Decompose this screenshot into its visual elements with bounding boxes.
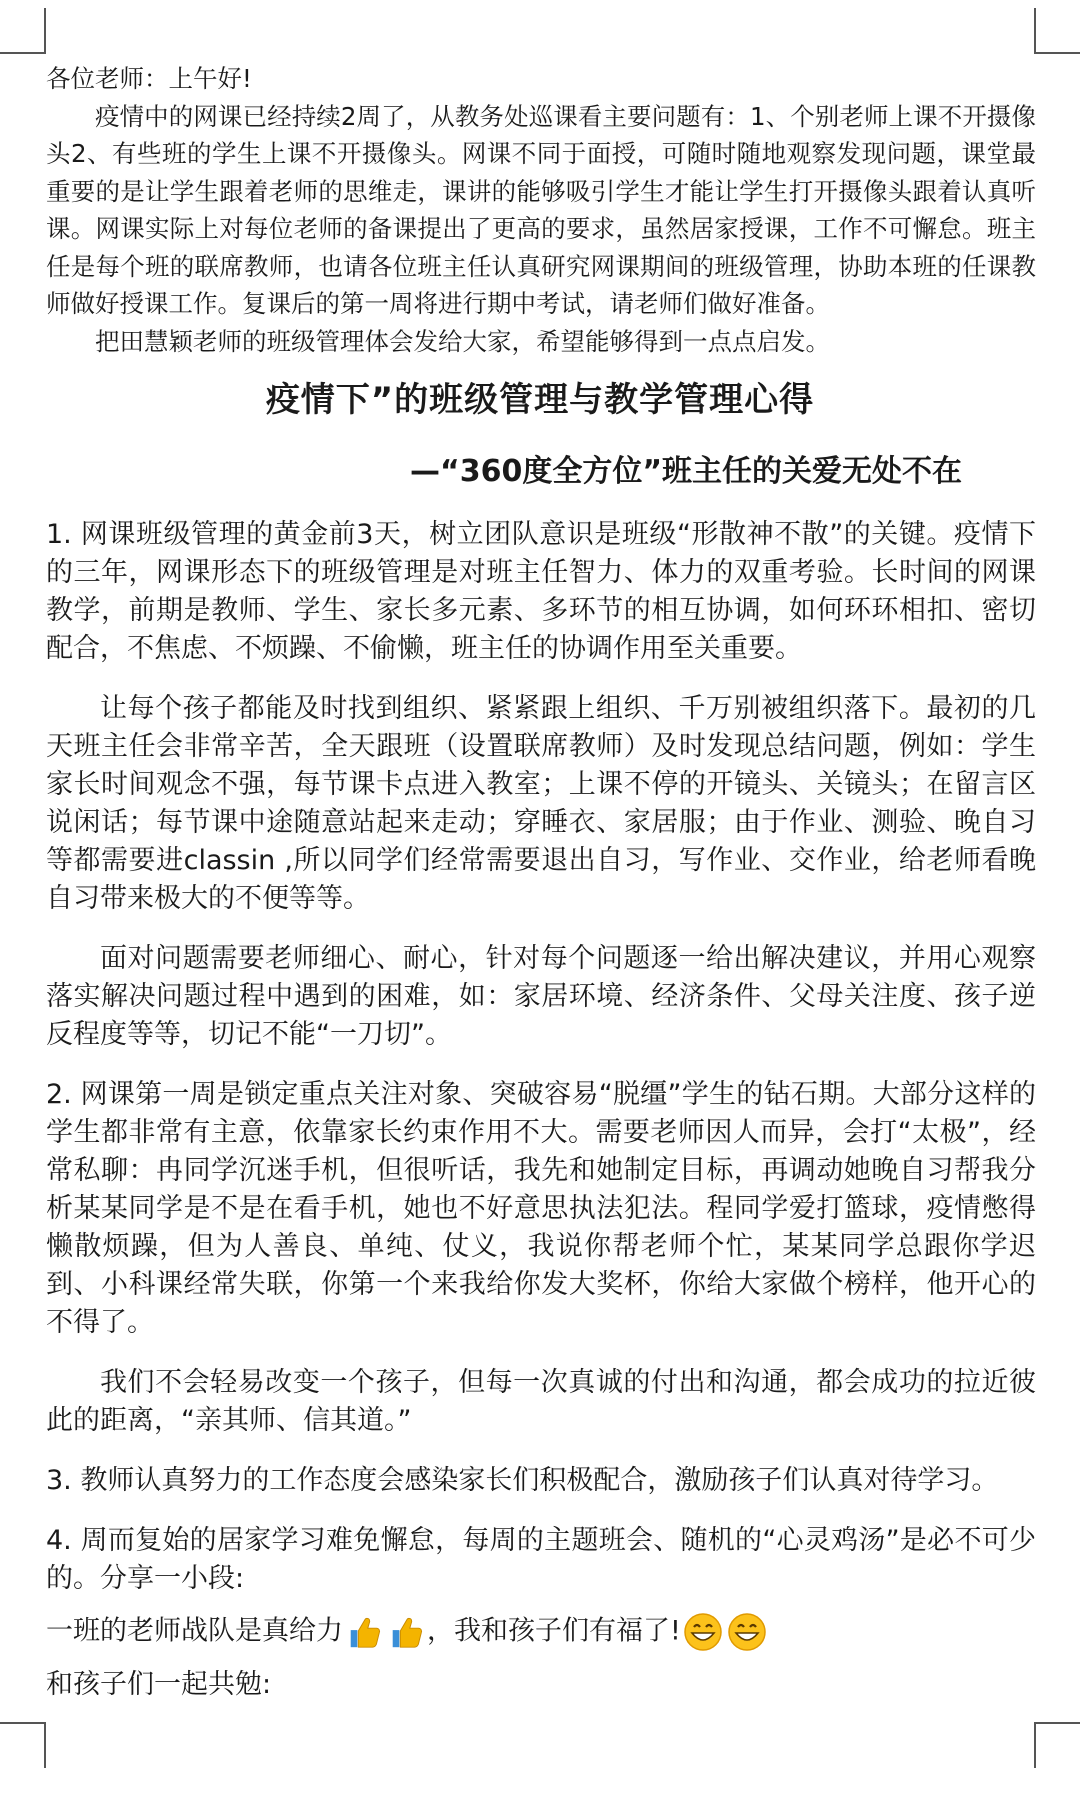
grinning-face-icon — [727, 1612, 767, 1652]
crop-mark-bottom-left — [0, 1722, 46, 1768]
memo-paragraph-2: 把田慧颖老师的班级管理体会发给大家，希望能够得到一点点启发。 — [95, 326, 830, 356]
article-paragraph-sincerity: 我们不会轻易改变一个孩子，但每一次真诚的付出和沟通，都会成功的拉近彼此的距离，“亲其师、信其道。” — [46, 1367, 1036, 1436]
memo-greeting: 各位老师：上午好! — [46, 64, 252, 93]
grinning-face-icon — [683, 1612, 723, 1652]
article-share-line — [46, 1612, 1036, 1652]
article-point-1: 1. 网课班级管理的黄金前3天，树立团队意识是班级“形散神不散”的关键。疫情下的三年，网课形态下的班级管理是对班主任智力、体力的双重考验。长时间的网课教学，前期是教师、学生、家长多元素、多环节的相互协调，如何环环相扣、密切配合，不焦虑、不烦躁、不偷懒，班主任的协调作用至关重要。 — [46, 519, 1036, 664]
crop-mark-top-left — [0, 8, 46, 54]
thumbs-up-icon — [345, 1613, 383, 1651]
article-point-2: 2. 网课第一周是锁定重点关注对象、突破容易“脱缰”学生的钻石期。大部分这样的学生都非常有主意，依靠家长约束作用不大。需要老师因人而异，会打“太极”，经常私聊：冉同学沉迷手机，但很听话，我先和她制定目标，再调动她晚自习帮我分析某某同学是不是在看手机，她也不好意思执法犯法。程同学爱打篮球，疫情憋得懒散烦躁，但为人善良、单纯、仗义，我说你帮老师个忙，某某同学总跟你学迟到、小科课经常失联，你第一个来我给你发大奖杯，你给大家做个榜样，他开心的不得了。 — [46, 1079, 1036, 1338]
memo-section — [46, 60, 1036, 360]
article-body — [46, 516, 1036, 1726]
memo-paragraph-1: 疫情中的网课已经持续2周了，从教务处巡课看主要问题有：1、个别老师上课不开摄像头2、有些班的学生上课不开摄像头。网课不同于面授，可随时随地观察发现问题，课堂最重要的是让学生跟着老师的思维走，课讲的能够吸引学生才能让学生打开摄像头跟着认真听课。网课实际上对每位老师的备课提出了更高的要求，虽然居家授课，工作不可懈怠。班主任是每个班的联席教师，也请各位班主任认真研究网课期间的班级管理，协助本班的任课教师做好授课工作。复课后的第一周将进行期中考试，请老师们做好准备。 — [46, 101, 1036, 318]
crop-mark-top-right — [1034, 8, 1080, 54]
article-paragraph-organize: 让每个孩子都能及时找到组织、紧紧跟上组织、千万别被组织落下。最初的几天班主任会非常辛苦，全天跟班（设置联席教师）及时发现总结问题，例如：学生家长时间观念不强，每节课卡点进入教室；上课不停的开镜头、关镜头；在留言区说闲话；每节课中途随意站起来走动；穿睡衣、家居服；由于作业、测验、晚自习等都需要进classin ,所以同学们经常需要退出自习，写作业、交作业，给老师看晚自习带来极大的不便等等。 — [46, 693, 1036, 914]
share-line-text-b: ，我和孩子们有福了! — [427, 1615, 681, 1647]
article-paragraph-patience: 面对问题需要老师细心、耐心，针对每个问题逐一给出解决建议，并用心观察落实解决问题过程中遇到的困难，如：家居环境、经济条件、父母关注度、孩子逆反程度等等，切记不能“一刀切”。 — [46, 943, 1036, 1050]
article-point-4: 4. 周而复始的居家学习难免懈怠，每周的主题班会、随机的“心灵鸡汤”是必不可少的。分享一小段: — [46, 1525, 1036, 1594]
article-closing-line: 和孩子们一起共勉: — [46, 1669, 272, 1700]
article-title: 疫情下”的班级管理与教学管理心得 — [265, 380, 815, 420]
article-point-3: 3. 教师认真努力的工作态度会感染家长们积极配合，激励孩子们认真对待学习。 — [46, 1465, 999, 1496]
article-subtitle: —“360度全方位”班主任的关爱无处不在 — [410, 454, 963, 489]
crop-mark-bottom-right — [1034, 1722, 1080, 1768]
thumbs-up-icon — [387, 1613, 425, 1651]
share-line-text-a: 一班的老师战队是真给力 — [46, 1615, 343, 1647]
